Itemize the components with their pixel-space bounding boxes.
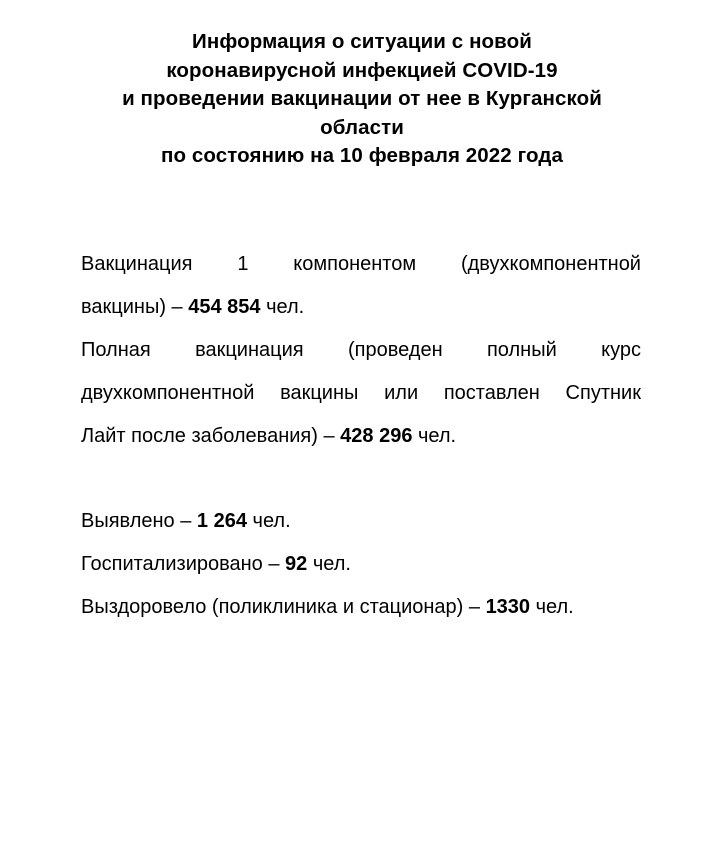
document-title [95,28,629,171]
full-vaccination-value: 428 296 [340,425,413,447]
title-line: Информация о ситуации с новой [192,30,532,53]
label: Госпитализировано – [81,553,286,575]
first-component-paragraph [81,243,641,329]
title-line: коронавирусной инфекцией COVID-19 [166,58,558,82]
label: Выявлено – [81,510,197,532]
recovered-value: 1330 [485,596,531,618]
text-line [81,243,641,286]
word: курс [601,339,641,361]
first-component-value: 454 854 [188,296,261,318]
word: вакцины [280,382,359,404]
title-line: по состоянию на 10 февраля 2022 года [161,144,563,167]
text-line [81,329,641,372]
stat-detected [81,500,641,543]
word: вакцинация [195,339,304,361]
word: полный [486,339,557,361]
detected-value: 1 264 [196,510,247,532]
vaccination-section [81,243,641,458]
unit: чел. [246,510,291,532]
unit: чел. [260,296,305,318]
word: поставлен [443,382,540,404]
stats-section [81,500,641,629]
title-line: области [320,115,404,139]
word: или [384,382,419,404]
word: компонентом [293,253,417,275]
stat-hospitalized [81,543,641,586]
word: двухкомпонентной [81,382,255,404]
word: (двухкомпонентной [460,253,641,275]
text-line [81,372,641,415]
word: (проведен [347,339,443,361]
label: Лайт после заболевания) – [81,425,341,447]
unit: чел. [530,596,574,618]
title-line: и проведении вакцинации от нее в Курганской [122,87,602,110]
label: Выздоровело (поликлиника и стационар) – [81,596,486,618]
text-line [81,415,641,458]
word: Полная [81,339,151,361]
word: 1 [237,253,249,275]
unit: чел. [307,553,351,575]
full-vaccination-paragraph [81,329,641,458]
stat-recovered [81,586,641,629]
hospitalized-value: 92 [285,553,308,575]
word: Вакцинация [81,253,193,275]
word: Спутник [565,382,641,404]
label: вакцины) – [81,296,189,318]
text-line [81,286,641,329]
unit: чел. [412,425,457,447]
